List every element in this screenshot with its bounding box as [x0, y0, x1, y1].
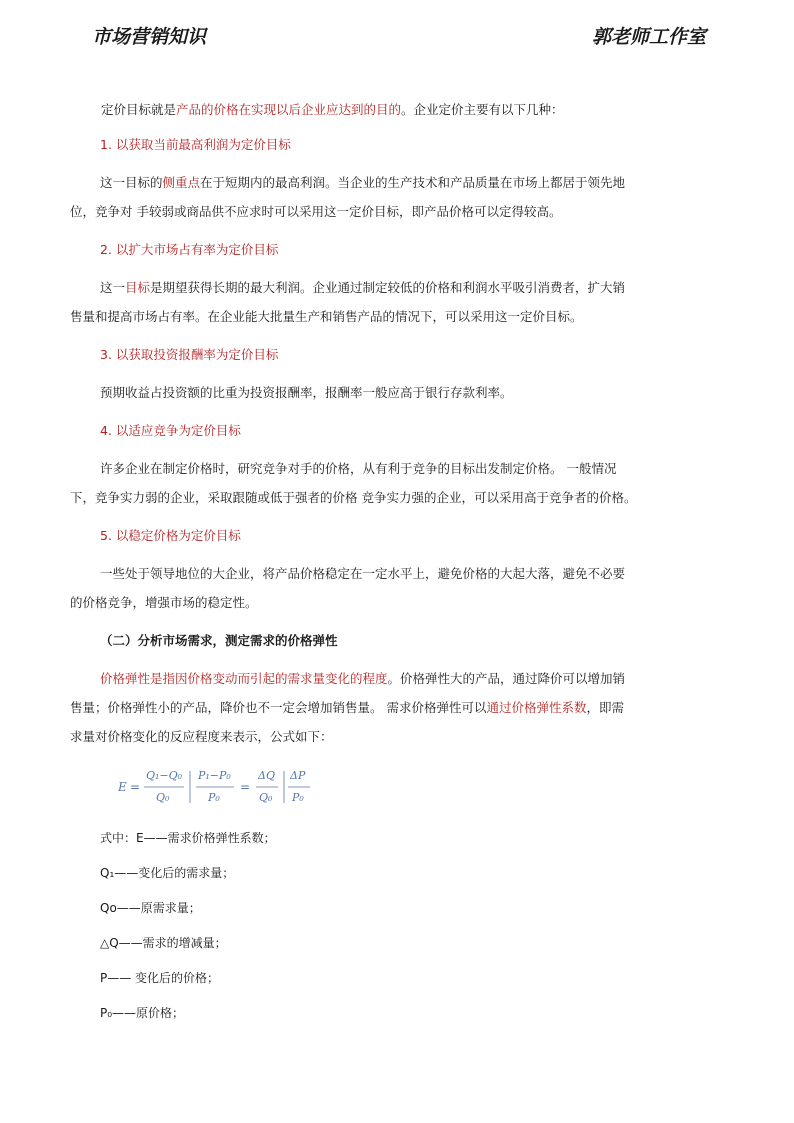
section-heading-1: 1. 以获取当前最高利润为定价目标 — [100, 137, 291, 152]
text: 这一 — [100, 280, 126, 295]
intro-text-a: 定价目标就是 — [101, 102, 177, 117]
section-body-3 — [100, 378, 646, 407]
formula-numerator-2: P₁−P₀ — [198, 769, 231, 782]
definition-line-2: Q₁——变化后的需求量； — [100, 866, 235, 880]
definition-line-1: 式中：E——需求价格弹性系数； — [100, 831, 276, 845]
definition-line-3: Qo——原需求量； — [100, 901, 201, 915]
formula-graphic — [118, 763, 338, 811]
definition-line-4: △Q——需求的增减量； — [100, 936, 227, 950]
highlight-text: 通过价格弹性系数 — [486, 700, 587, 715]
elasticity-formula — [118, 763, 646, 811]
section-body-2 — [70, 273, 646, 331]
text: ，即需 — [586, 700, 625, 715]
section-5-line-1: 一些处于领导地位的大企业，将产品价格稳定在一定水平上，避免价格的大起大落，避免不必要 — [100, 566, 626, 581]
section-heading-2: 2. 以扩大市场占有率为定价目标 — [100, 242, 279, 257]
section-5-line-2: 的价格竞争，增强市场的稳定性。 — [70, 595, 258, 610]
formula-numerator-1: Q₁−Q₀ — [146, 769, 183, 782]
section-body-1 — [70, 168, 646, 226]
part-2-line-2 — [70, 693, 646, 722]
section-4-line-2: 下，竞争实力弱的企业，采取跟随或低于强者的价格 竞争实力强的企业，可以采用高于竞争者的价格。 — [70, 490, 637, 505]
section-1-line-1 — [100, 168, 646, 197]
formula-denominator-1: Q₀ — [156, 791, 170, 804]
page-header — [0, 0, 794, 60]
text: 售量；价格弹性小的产品，降价也不一定会增加销售量。 需求价格弹性可以 — [70, 700, 487, 715]
formula-numerator-4: ΔP — [290, 769, 306, 782]
formula-numerator-3: ΔQ — [258, 769, 275, 782]
formula-equals-1: = — [130, 780, 141, 794]
formula-lhs: E — [118, 780, 127, 794]
text: 。价格弹性大的产品，通过降价可以增加销 — [387, 671, 626, 686]
section-body-5 — [70, 559, 646, 617]
section-2-line-1 — [100, 273, 646, 302]
formula-denominator-3: Q₀ — [259, 791, 273, 804]
document-body — [70, 98, 646, 1037]
formula-denominator-2: P₀ — [208, 791, 220, 804]
section-1-line-2: 位，竞争对 手较弱或商品供不应求时可以采用这一定价目标，即产品价格可以定得较高。 — [70, 204, 562, 219]
section-heading-4: 4. 以适应竞争为定价目标 — [100, 423, 241, 438]
section-3-line-1: 预期收益占投资额的比重为投资报酬率，报酬率一般应高于银行存款利率。 — [100, 385, 513, 400]
section-body-4 — [70, 454, 646, 512]
header-left-title: 市场营销知识 — [92, 26, 207, 48]
section-heading-3: 3. 以获取投资报酬率为定价目标 — [100, 347, 279, 362]
definition-line-6: P₀——原价格； — [100, 1006, 185, 1020]
text: 这一目标的 — [100, 175, 163, 190]
part-2-line-1 — [100, 664, 646, 693]
header-right-title: 郭老师工作室 — [591, 26, 706, 48]
part-2-line-3: 求量对价格变化的反应程度来表示，公式如下： — [70, 729, 333, 744]
formula-equals-2: = — [240, 780, 251, 794]
part-2-heading: （二）分析市场需求，测定需求的价格弹性 — [100, 633, 338, 648]
text: 在于短期内的最高利润。当企业的生产技术和产品质量在市场上都居于领先地 — [200, 175, 626, 190]
highlight-text: 目标 — [125, 280, 151, 295]
highlight-text: 价格弹性是指因价格变动而引起的需求量变化的程度 — [100, 671, 388, 686]
section-heading-5: 5. 以稳定价格为定价目标 — [100, 528, 241, 543]
section-4-line-1: 许多企业在制定价格时，研究竞争对手的价格，从有利于竞争的目标出发制定价格。 一般情况 — [100, 461, 617, 476]
intro-text-red: 产品的价格在实现以后企业应达到的目的 — [176, 102, 402, 117]
intro-text-b: 。企业定价主要有以下几种： — [401, 102, 564, 117]
formula-denominator-4: P₀ — [292, 791, 304, 804]
highlight-text: 侧重点 — [162, 175, 201, 190]
definition-line-5: P—— 变化后的价格； — [100, 971, 220, 985]
part-2-body — [70, 664, 646, 751]
text: 是期望获得长期的最大利润。企业通过制定较低的价格和利润水平吸引消费者，扩大销 — [150, 280, 626, 295]
section-2-line-2: 售量和提高市场占有率。在企业能大批量生产和销售产品的情况下，可以采用这一定价目标。 — [70, 309, 583, 324]
intro-paragraph — [100, 98, 646, 121]
